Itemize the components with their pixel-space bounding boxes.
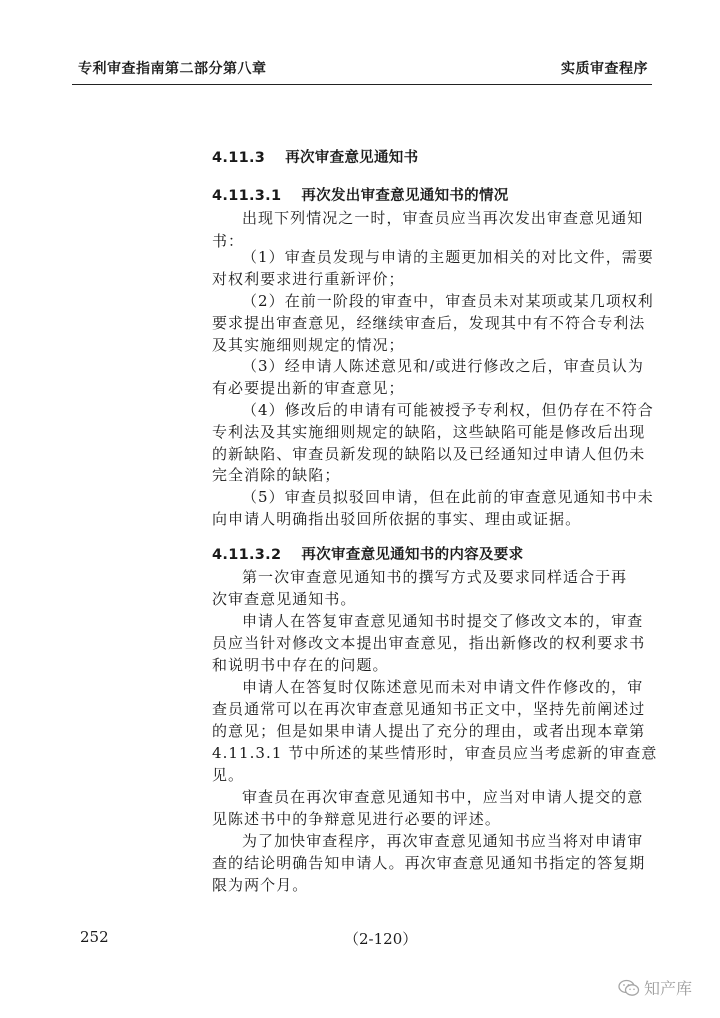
text-line: 向申请人明确指出驳回所依据的事实、理由或证据。 bbox=[212, 510, 582, 528]
subsection-title: 再次发出审查意见通知书的情况 bbox=[301, 188, 509, 204]
text-line: 专利法及其实施细则规定的缺陷，这些缺陷可能是修改后出现 bbox=[212, 423, 646, 441]
watermark-text: 知产库 bbox=[644, 979, 693, 998]
running-header-chapter: 专利审查指南第二部分第八章 bbox=[78, 61, 267, 77]
text-line: 限为两个月。 bbox=[212, 876, 309, 894]
text-line: 的新缺陷、审查员新发现的缺陷以及已经通知过申请人但仍未 bbox=[212, 445, 646, 463]
header-rule bbox=[72, 84, 652, 85]
text-line: 对权利要求进行重新评价； bbox=[212, 270, 405, 288]
section-heading bbox=[212, 146, 418, 167]
text-line: 完全消除的缺陷； bbox=[212, 466, 341, 484]
text-line: 有必要提出新的审查意见； bbox=[212, 379, 405, 397]
text-line: 要求提出审查意见，经继续审查后，发现其中有不符合专利法 bbox=[212, 314, 646, 332]
text-line: 及其实施细则规定的情况； bbox=[212, 336, 405, 354]
page-number: 252 bbox=[80, 928, 109, 946]
text-line: （1）审查员发现与申请的主题更加相关的对比文件，需要 bbox=[242, 248, 654, 266]
subsection-heading bbox=[212, 543, 523, 564]
text-line: 书： bbox=[212, 232, 245, 250]
text-line: （3）经申请人陈述意见和/或进行修改之后，审查员认为 bbox=[242, 357, 644, 375]
text-line: （2）在前一阶段的审查中，审查员未对某项或某几项权利 bbox=[242, 292, 654, 310]
text-line: 员应当针对修改文本提出审查意见，指出新修改的权利要求书 bbox=[212, 634, 646, 652]
text-line: 第一次审查意见通知书的撰写方式及要求同样适合于再 bbox=[242, 568, 628, 586]
sub-page-number: （2-120） bbox=[344, 930, 418, 948]
section-number: 4.11.3 bbox=[212, 150, 266, 166]
text-line: 见。 bbox=[212, 766, 245, 784]
text-line: 审查员在再次审查意见通知书中，应当对申请人提交的意 bbox=[242, 788, 644, 806]
subsection-heading bbox=[212, 184, 509, 205]
text-line: 和说明书中存在的问题。 bbox=[212, 656, 389, 674]
subsection-title: 再次审查意见通知书的内容及要求 bbox=[301, 547, 524, 563]
text-line: 申请人在答复审查意见通知书时提交了修改文本的，审查 bbox=[242, 612, 644, 630]
watermark bbox=[618, 976, 692, 999]
text-line: 的意见；但是如果申请人提出了充分的理由，或者出现本章第 bbox=[212, 722, 646, 740]
text-line: 次审查意见通知书。 bbox=[212, 590, 357, 608]
text-line: （4）修改后的申请有可能被授予专利权，但仍存在不符合 bbox=[242, 401, 654, 419]
text-line: 查的结论明确告知申请人。再次审查意见通知书指定的答复期 bbox=[212, 854, 646, 872]
wechat-icon bbox=[618, 979, 640, 997]
text-line: 申请人在答复时仅陈述意见而未对申请文件作修改的，审 bbox=[242, 678, 644, 696]
text-line: 出现下列情况之一时，审查员应当再次发出审查意见通知 bbox=[242, 209, 644, 227]
text-line: （5）审查员拟驳回申请，但在此前的审查意见通知书中未 bbox=[242, 488, 654, 506]
text-line: 见陈述书中的争辩意见进行必要的评述。 bbox=[212, 810, 501, 828]
text-line: 4.11.3.1 节中所述的某些情形时，审查员应当考虑新的审查意 bbox=[212, 744, 658, 762]
text-line: 为了加快审查程序，再次审查意见通知书应当将对申请审 bbox=[242, 832, 644, 850]
subsection-number: 4.11.3.2 bbox=[212, 547, 282, 563]
text-line: 查员通常可以在再次审查意见通知书正文中，坚持先前阐述过 bbox=[212, 700, 646, 718]
running-header-topic: 实质审查程序 bbox=[561, 61, 648, 77]
section-title: 再次审查意见通知书 bbox=[285, 150, 419, 166]
subsection-number: 4.11.3.1 bbox=[212, 188, 282, 204]
